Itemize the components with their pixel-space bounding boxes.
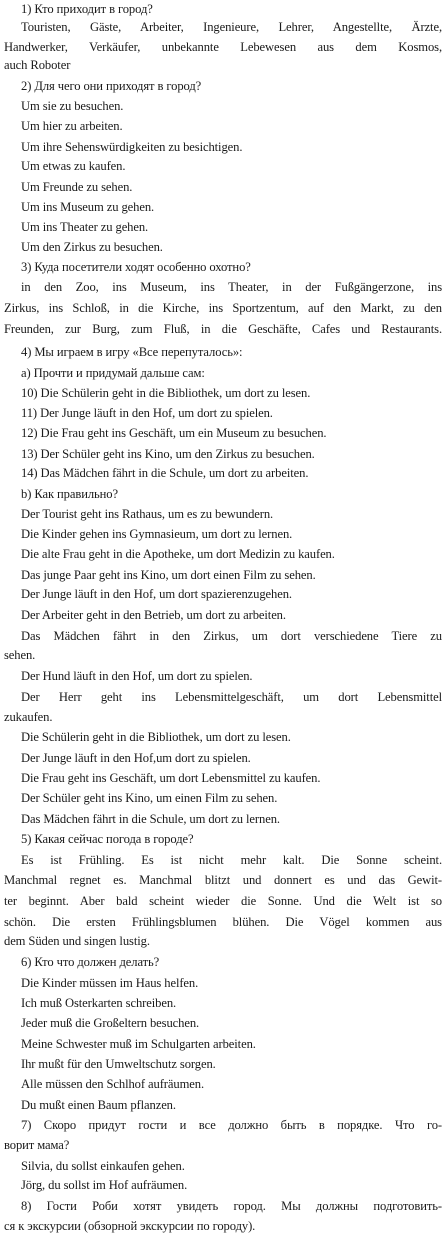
text-line: Um den Zirkus zu besuchen.	[21, 240, 163, 255]
text-line: auch Roboter	[4, 58, 71, 73]
text-line: 13) Der Schüler geht ins Kino, um den Zirkus zu besuchen.	[21, 446, 315, 461]
text-line: Es ist Frühling. Es ist nicht mehr kalt. Die Sonne scheint.	[21, 852, 442, 867]
text-line: 7) Скоро придут гости и все должно быть в порядке. Что го-	[21, 1118, 442, 1133]
text-line: 12) Die Frau geht ins Geschäft, um ein Museum zu besuchen.	[21, 425, 327, 440]
text-line: Um sie zu besuchen.	[21, 99, 124, 114]
text-line: Der Schüler geht ins Kino, um einen Film zu sehen.	[21, 790, 278, 805]
text-line: Um ins Theater zu gehen.	[21, 220, 149, 235]
text-line: 5) Какая сейчас погода в городе?	[21, 832, 194, 847]
text-line: Die Frau geht ins Geschäft, um dort Lebensmittel zu kaufen.	[21, 771, 321, 786]
text-line: 11) Der Junge läuft in den Hof, um dort zu spielen.	[21, 406, 273, 421]
text-line: 3) Куда посетители ходят особенно охотно?	[21, 259, 251, 274]
text-line: zukaufen.	[4, 710, 53, 725]
text-line: 8) Гости Роби хотят увидеть город. Мы должны подготовить-	[21, 1199, 442, 1214]
text-line: Touristen, Gäste, Arbeiter, Ingenieure, Lehrer, Angestellte, Ärzte,	[21, 19, 442, 34]
text-line: in den Zoo, ins Museum, ins Theater, in der Fußgängerzone, ins	[21, 280, 442, 295]
text-line: Der Junge läuft in den Hof,um dort zu spielen.	[21, 750, 251, 765]
text-line: 2) Для чего они приходят в город?	[21, 78, 202, 93]
text-line: Du mußt einen Baum pflanzen.	[21, 1097, 176, 1112]
text-line: Ich muß Osterkarten schreiben.	[21, 996, 177, 1011]
text-line: Die Kinder gehen ins Gymnasieum, um dort zu lernen.	[21, 527, 293, 542]
text-line: Die Kinder müssen im Haus helfen.	[21, 975, 199, 990]
text-line: Manchmal regnet es. Manchmal blitzt und donnert es und das Gewit-	[4, 873, 442, 888]
text-line: 4) Мы играем в игру «Все перепуталось»:	[21, 345, 243, 360]
text-line: Die alte Frau geht in die Apotheke, um dort Medizin zu kaufen.	[21, 546, 335, 561]
text-line: 6) Кто что должен делать?	[21, 955, 160, 970]
text-line: Meine Schwester muß im Schulgarten arbeiten.	[21, 1036, 256, 1051]
text-line: Silvia, du sollst einkaufen gehen.	[21, 1158, 185, 1173]
text-line: Das junge Paar geht ins Kino, um dort einen Film zu sehen.	[21, 567, 316, 582]
text-line: sehen.	[4, 648, 36, 663]
text-line: Um ins Museum zu gehen.	[21, 199, 155, 214]
text-line: 1) Кто приходит в город?	[21, 2, 153, 16]
text-line: Der Junge läuft in den Hof, um dort spazierenzugehen.	[21, 587, 292, 602]
text-line: Das Mädchen fährt in die Schule, um dort zu lernen.	[21, 811, 280, 826]
text-line: ся к экскурсии (обзорной экскурсии по городу).	[4, 1218, 256, 1233]
text-line: Um ihre Sehenswürdigkeiten zu besichtigen.	[21, 139, 243, 154]
text-line: Um Freunde zu sehen.	[21, 180, 133, 195]
text-line: Zirkus, ins Schloß, in die Kirche, ins Sportzentum, auf den Markt, zu den	[4, 301, 442, 315]
text-line: Die Schülerin geht in die Bibliothek, um dort zu lesen.	[21, 729, 291, 744]
text-line: dem Süden und singen lustig.	[4, 934, 150, 949]
text-line: Der Tourist geht ins Rathaus, um es zu bewundern.	[21, 506, 274, 521]
text-line: ter beginnt. Aber bald scheint wieder die Sonne. Und die Welt ist so	[4, 894, 442, 909]
text-line: Der Hund läuft in den Hof, um dort zu spielen.	[21, 668, 253, 683]
text-line: 10) Die Schülerin geht in die Bibliothek, um dort zu lesen.	[21, 385, 311, 400]
text-line: Jörg, du sollst im Hof aufräumen.	[21, 1178, 188, 1193]
text-line: b) Как правильно?	[21, 486, 118, 501]
text-line: Alle müssen den Schlhof aufräumen.	[21, 1077, 205, 1092]
text-line: Der Herr geht ins Lebensmittelgeschäft, um dort Lebensmittel	[21, 689, 442, 704]
text-line: Ihr mußt für den Umweltschutz sorgen.	[21, 1057, 216, 1072]
text-line: 14) Das Mädchen fährt in die Schule, um dort zu arbeiten.	[21, 466, 309, 481]
text-line: Das Mädchen fährt in den Zirkus, um dort verschiedene Tiere zu	[21, 628, 442, 643]
text-line: Der Arbeiter geht in den Betrieb, um dort zu arbeiten.	[21, 607, 286, 622]
text-line: a) Прочти и придумай дальше сам:	[21, 365, 205, 380]
text-line: schön. Die ersten Frühlingsblumen blühen. Die Vögel kommen aus	[4, 914, 442, 929]
text-line: Freunden, zur Burg, zum Fluß, in die Geschäfte, Cafes und Restaurants.	[4, 321, 442, 336]
text-line: Jeder muß die Großeltern besuchen.	[21, 1016, 200, 1031]
text-line: Handwerker, Verkäufer, unbekannte Lebewesen aus dem Kosmos,	[4, 40, 442, 55]
text-line: Um etwas zu kaufen.	[21, 159, 126, 174]
text-line: ворит мама?	[4, 1138, 70, 1153]
text-line: Um hier zu arbeiten.	[21, 119, 123, 134]
